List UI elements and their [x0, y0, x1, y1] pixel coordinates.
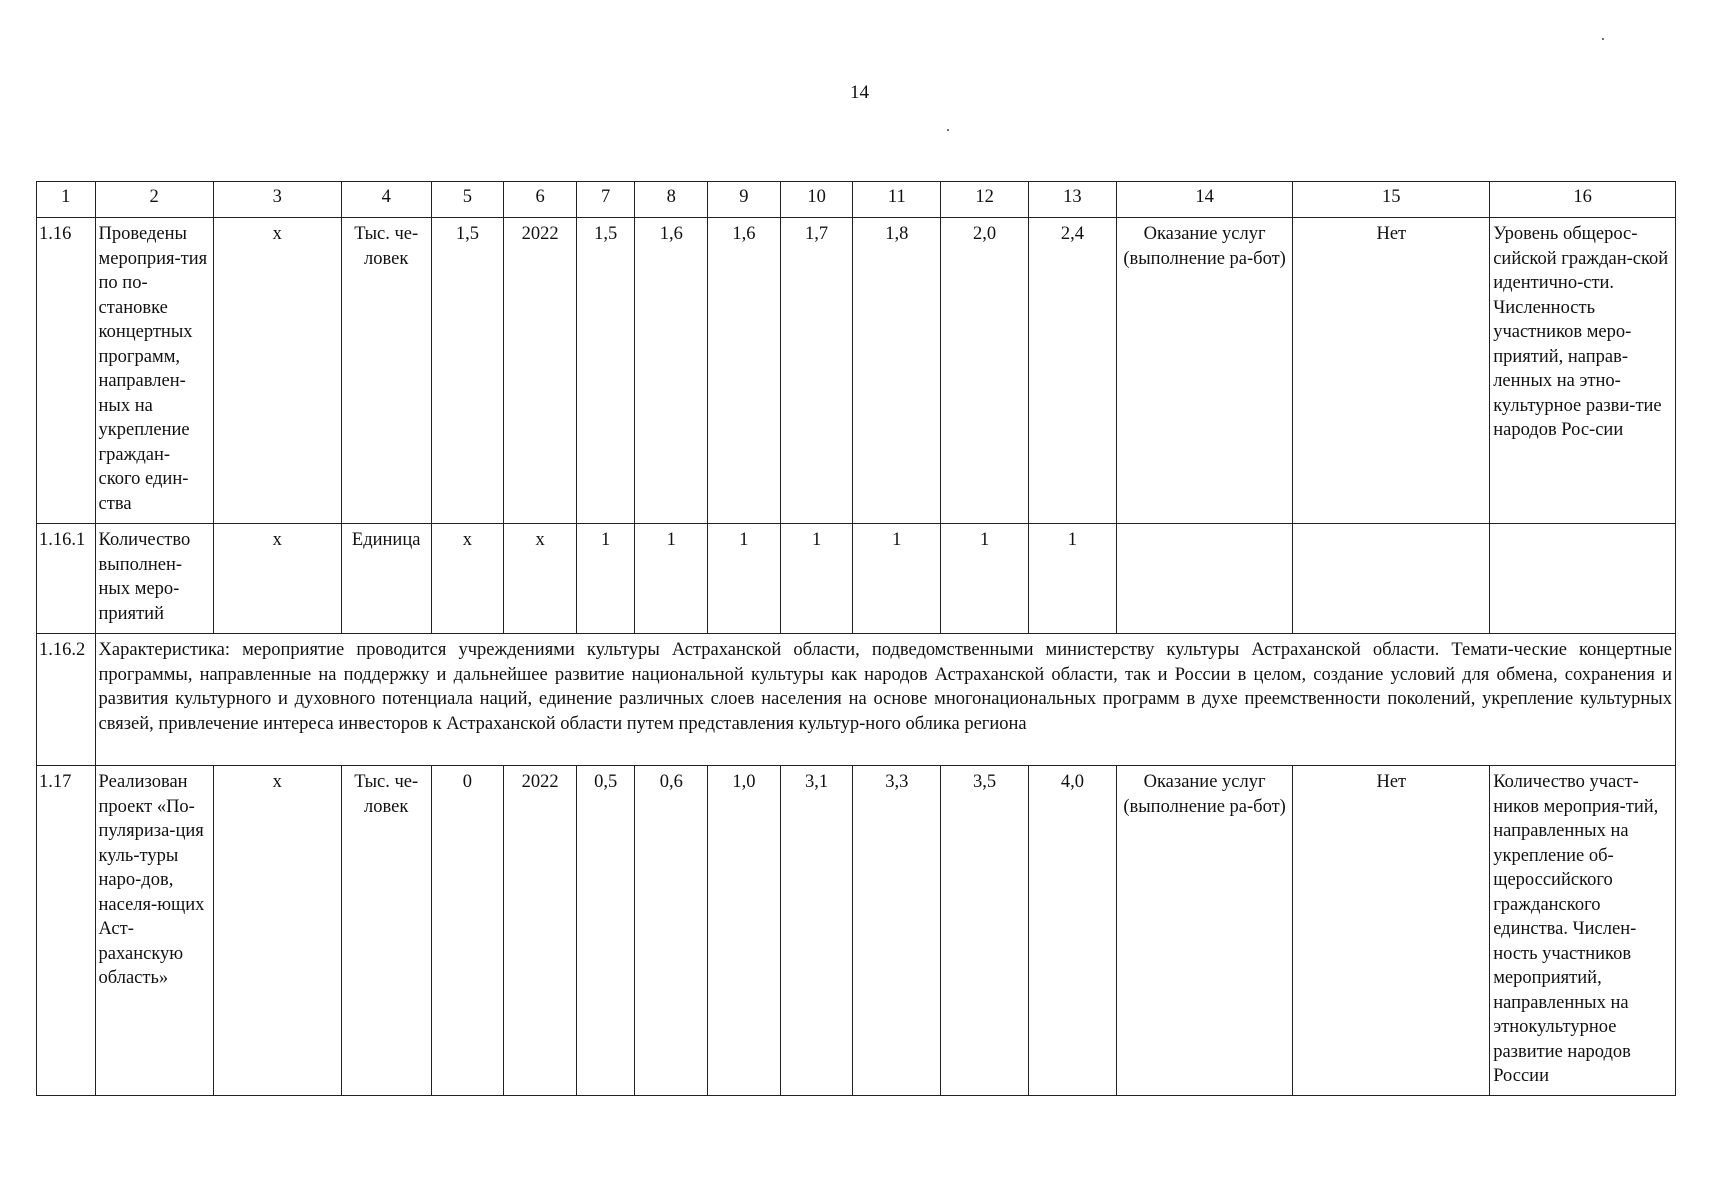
cell-value: 1	[780, 524, 853, 634]
cell-value: 1	[941, 524, 1029, 634]
page-number: 14	[850, 82, 869, 103]
cell-col15: Нет	[1293, 218, 1490, 524]
cell-type	[1116, 524, 1293, 634]
cell-value: 1,7	[780, 218, 853, 524]
column-header: 10	[780, 182, 853, 218]
column-header: 13	[1029, 182, 1117, 218]
cell-value: 1	[708, 524, 781, 634]
cell-indicator: Количество участ-ников мероприя-тий, направленных на укрепление об-щероссийского гражданского единства. Числен-ность участников мероприятий, направленных на этнокультурное развитие народов России	[1490, 766, 1676, 1096]
cell-col3: х	[213, 766, 341, 1096]
cell-value: 1	[853, 524, 941, 634]
cell-value: 0,5	[576, 766, 635, 1096]
row-description: Характеристика: мероприятие проводится учреждениями культуры Астраханской области, подведомственными министерству культуры Астраханской области. Темати-ческие концертные программы, направленные на поддержку и дальнейшее развитие национальной культуры как народов Астраханской области, так и России в целом, создание условий для обмена, сохранения и развития культурного и духовного потенциала наций, единение различных слоев населения на основе многонациональных программ в духе преемственности поколений, укрепление культурных связей, привлечение интереса инвесторов к Астраханской области путем представления культур-ного облика региона	[95, 634, 1675, 766]
cell-value: 3,5	[941, 766, 1029, 1096]
cell-value: 1,0	[708, 766, 781, 1096]
column-header: 11	[853, 182, 941, 218]
cell-base-value: 1,5	[431, 218, 504, 524]
column-header: 5	[431, 182, 504, 218]
column-header: 1	[37, 182, 96, 218]
cell-value: 0,6	[635, 766, 708, 1096]
cell-value: 3,1	[780, 766, 853, 1096]
cell-base-year: 2022	[504, 766, 577, 1096]
row-name: Реализован проект «По-пуляриза-ция куль-туры наро-дов, населя-ющих Аст-раханскую область»	[95, 766, 213, 1096]
cell-value: 1,6	[635, 218, 708, 524]
cell-value: 1,5	[576, 218, 635, 524]
cell-value: 2,0	[941, 218, 1029, 524]
scan-speck	[947, 129, 949, 131]
cell-value: 3,3	[853, 766, 941, 1096]
cell-base-value: х	[431, 524, 504, 634]
cell-type: Оказание услуг (выполнение ра-бот)	[1116, 218, 1293, 524]
cell-base-value: 0	[431, 766, 504, 1096]
column-header: 6	[504, 182, 577, 218]
cell-unit: Тыс. че-ловек	[341, 766, 431, 1096]
cell-value: 1	[576, 524, 635, 634]
column-header: 8	[635, 182, 708, 218]
cell-base-year: 2022	[504, 218, 577, 524]
column-header: 16	[1490, 182, 1676, 218]
column-header: 15	[1293, 182, 1490, 218]
column-header: 3	[213, 182, 341, 218]
row-number: 1.16.1	[37, 524, 96, 634]
table-row	[37, 218, 1676, 524]
column-header: 12	[941, 182, 1029, 218]
cell-type: Оказание услуг (выполнение ра-бот)	[1116, 766, 1293, 1096]
column-header: 14	[1116, 182, 1293, 218]
column-header: 4	[341, 182, 431, 218]
cell-unit: Тыс. че-ловек	[341, 218, 431, 524]
cell-value: 1	[635, 524, 708, 634]
row-name: Проведены мероприя-тия по по-становке концертных программ, направлен-ных на укрепление граждан-ского един-ства	[95, 218, 213, 524]
row-number: 1.17	[37, 766, 96, 1096]
cell-indicator	[1490, 524, 1676, 634]
table-row	[37, 524, 1676, 634]
row-number: 1.16.2	[37, 634, 96, 766]
description-row	[37, 634, 1676, 766]
cell-value: 4,0	[1029, 766, 1117, 1096]
row-name: Количество выполнен-ных меро-приятий	[95, 524, 213, 634]
cell-value: 1,8	[853, 218, 941, 524]
row-number: 1.16	[37, 218, 96, 524]
table-row	[37, 766, 1676, 1096]
column-header: 9	[708, 182, 781, 218]
cell-col3: х	[213, 524, 341, 634]
cell-value: 2,4	[1029, 218, 1117, 524]
column-header: 7	[576, 182, 635, 218]
cell-col15	[1293, 524, 1490, 634]
cell-value: 1	[1029, 524, 1117, 634]
cell-col3: х	[213, 218, 341, 524]
cell-value: 1,6	[708, 218, 781, 524]
cell-col15: Нет	[1293, 766, 1490, 1096]
data-table	[36, 181, 1676, 1096]
cell-indicator: Уровень общерос-сийской граждан-ской идентично-сти. Численность участников меро-приятий, направ-ленных на этно-культурное разви-тие народов Рос-сии	[1490, 218, 1676, 524]
cell-base-year: х	[504, 524, 577, 634]
header-row	[37, 182, 1676, 218]
column-header: 2	[95, 182, 213, 218]
cell-unit: Единица	[341, 524, 431, 634]
scan-speck	[1602, 38, 1604, 40]
